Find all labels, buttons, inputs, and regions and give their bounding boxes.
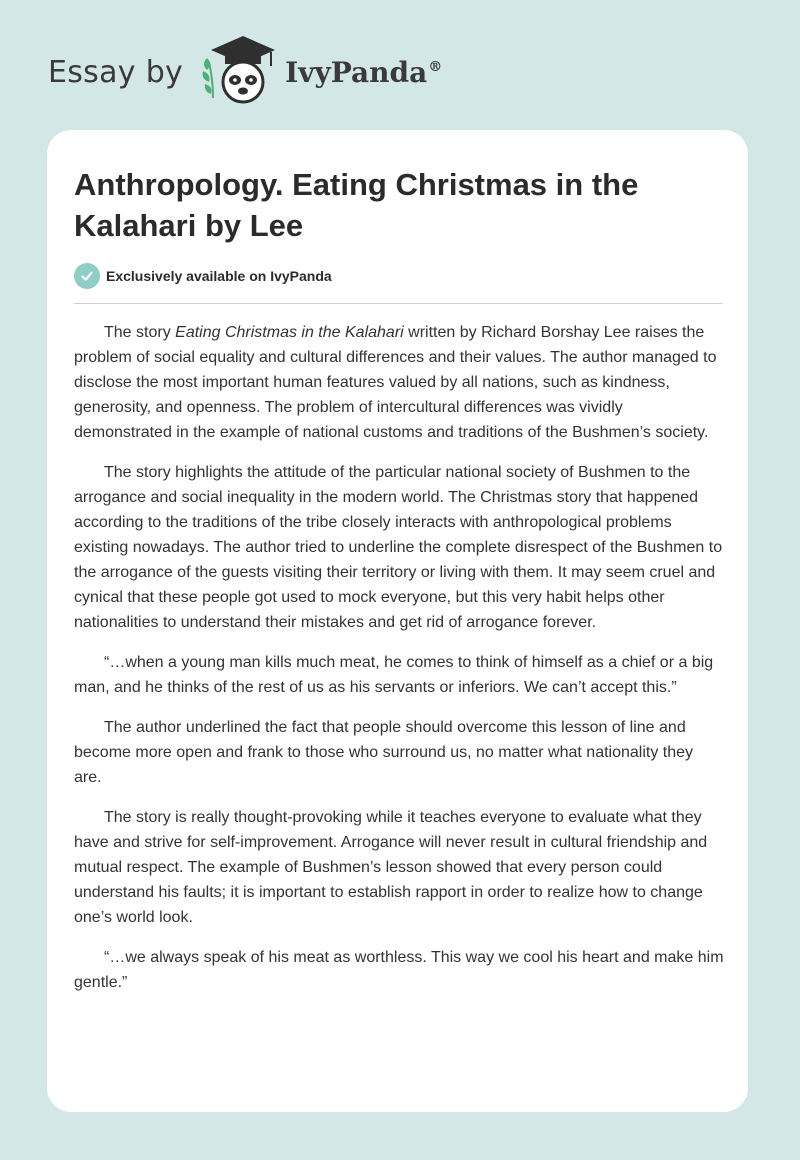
paragraph: The story Eating Christmas in the Kalahari written by Richard Borshay Lee raises the problem of social equality and cultural differences and their values. The author managed to disclose the most important human features valued by all nations, such as kindness, generosity, and openness. The problem of intercultural differences was vividly demonstrated in the example of national customs and traditions of the Bushmen’s society. [74,324,717,441]
quote-paragraph: “…when a young man kills much meat, he comes to think of himself as a chief or a big man, and he thinks of the rest of us as his servants or inferiors. We can’t accept this.” [74,654,714,696]
exclusive-badge [74,263,332,289]
panda-graduate-logo-icon [197,34,279,111]
registered-mark: ® [428,59,443,76]
brand-name: IvyPanda® [285,55,443,89]
paragraph: The story highlights the attitude of the particular national society of Bushmen to the arrogance and social inequality in the modern world. The Christmas story that happened according to the traditions of the tribe closely interacts with anthropological problems existing nowadays. The author tried to underline the complete disrespect of the Bushmen to the arrogance of the guests visiting their territory or living with them. It may seem cruel and cynical that these people got used to mock everyone, but this very habit helps other nationalities to understand their mistakes and get rid of arrogance forever. [74,464,723,631]
check-circle-icon [74,263,100,289]
paragraph: The author underlined the fact that people should overcome this lesson of line and become more open and frank to those who surround us, no matter what nationality they are. [74,719,694,786]
badge-text: Exclusively available on IvyPanda [106,268,332,284]
site-header [48,36,442,108]
page-title: Anthropology. Eating Christmas in the Kalahari by Lee [74,167,639,243]
essay-by-label: Essay by [48,54,184,90]
quote-paragraph: “…we always speak of his meat as worthless. This way we cool his heart and make him gentle.” [74,949,724,991]
ivypanda-logo[interactable] [197,34,442,111]
essay-card [47,130,748,1112]
divider [74,303,723,304]
book-title: Eating Christmas in the Kalahari [175,324,404,341]
paragraph: The story is really thought-provoking while it teaches everyone to evaluate what they have and strive for self-improvement. Arrogance will never result in cultural friendship and mutual respect. The example of Bushmen’s lesson showed that every person could understand his faults; it is important to establish rapport in order to realize how to change one’s world look. [74,809,708,926]
essay-body [74,320,725,1010]
